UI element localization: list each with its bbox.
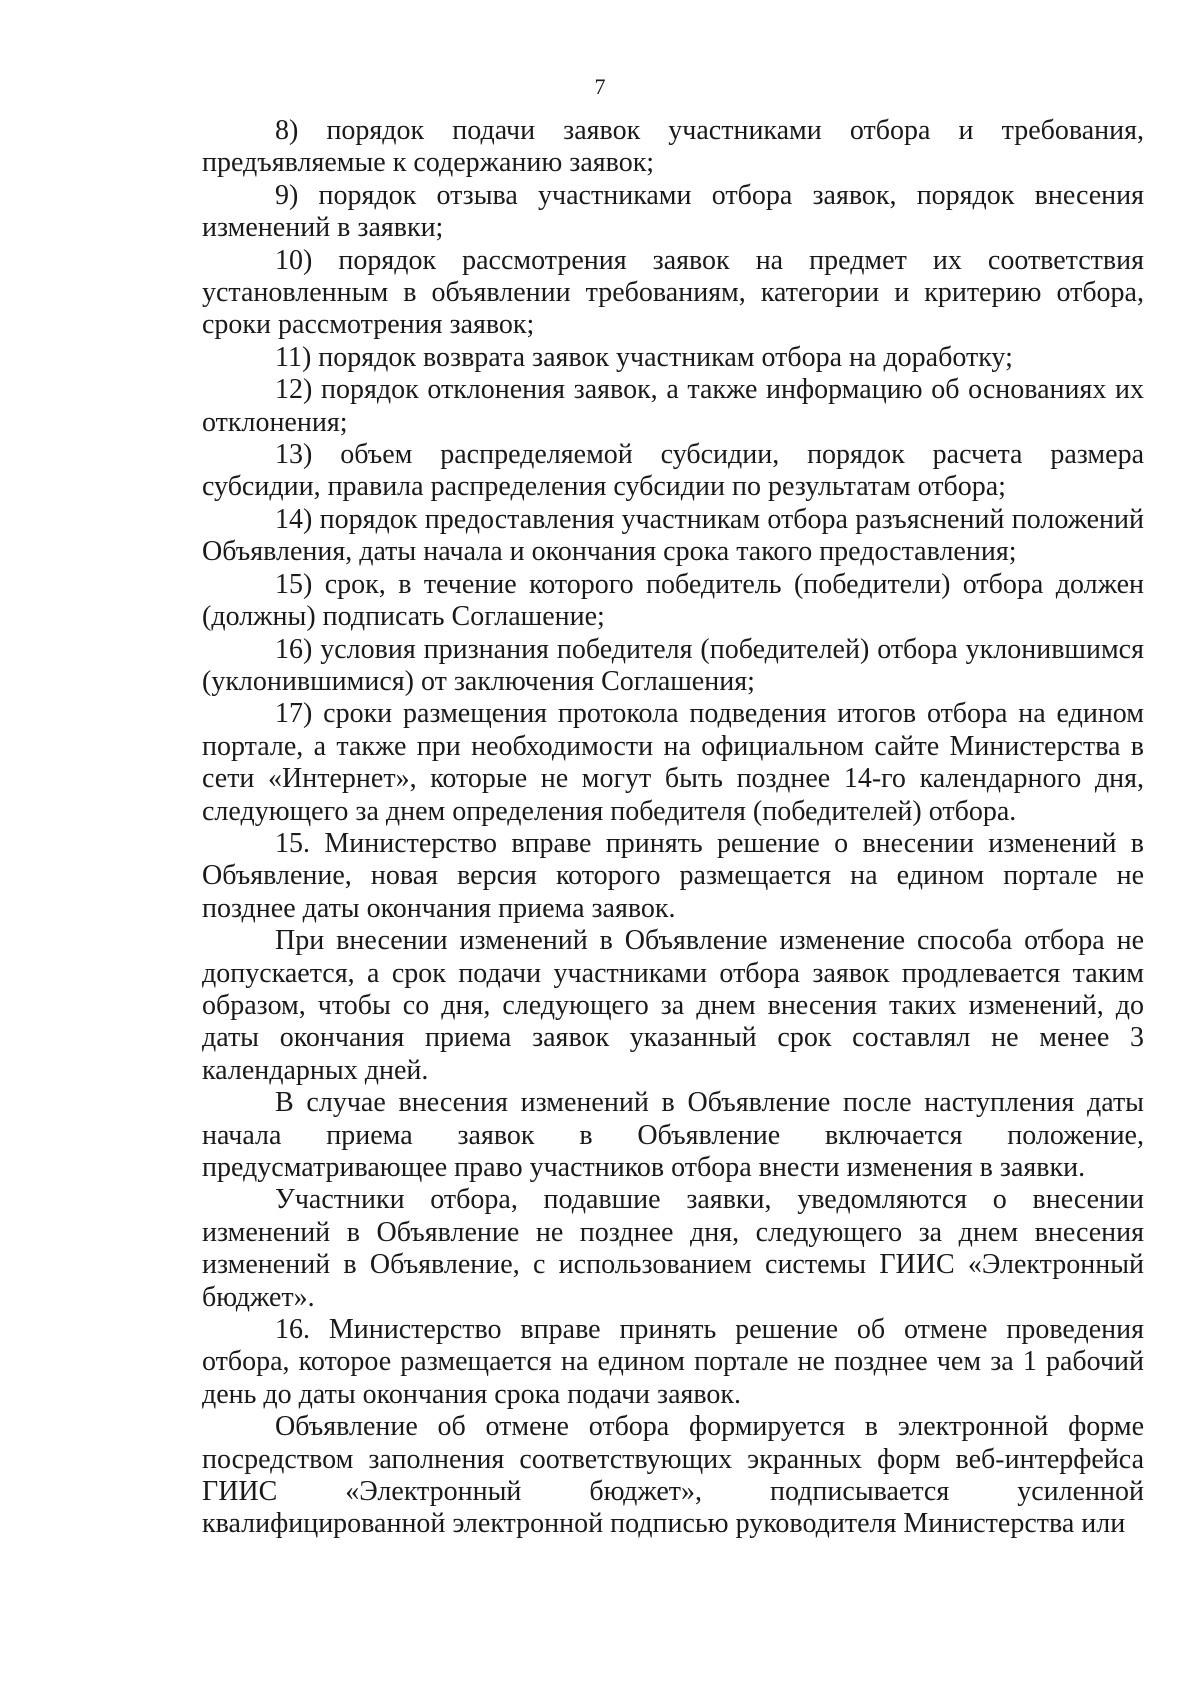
item-17-paragraph: 17) сроки размещения протокола подведения итогов отбора на едином портале, а также при необходимости на официальном сайте Министерства в сети «Интернет», которые не могут быть позднее 14-го календарного дня, следующего за днем определения победителя (победителей) отбора. [202,698,1144,827]
item-12-paragraph: 12) порядок отклонения заявок, а также информацию об основаниях их отклонения; [202,374,1144,438]
document-body [202,115,1144,1541]
cancellation-notice-paragraph: Объявление об отмене отбора формируется в электронной форме посредством заполнения соответствующих экранных форм веб-интерфейса ГИИС «Электронный бюджет», подписывается усиленной квалифицированной электронной подписью руководителя Министерства или [202,1411,1144,1540]
page-number: 7 [594,74,606,99]
participants-notification-paragraph: Участники отбора, подавшие заявки, уведомляются о внесении изменений в Объявление не позднее дня, следующего за днем внесения изменений в Объявление, с использованием системы ГИИС «Электронный бюджет». [202,1184,1144,1313]
section-16-paragraph: 16. Министерство вправе принять решение об отмене проведения отбора, которое размещается на едином портале не позднее чем за 1 рабочий день до даты окончания срока подачи заявок. [202,1314,1144,1410]
item-9-paragraph: 9) порядок отзыва участниками отбора заявок, порядок внесения изменений в заявки; [202,179,1144,244]
item-11-paragraph: 11) порядок возврата заявок участникам отбора на доработку; [275,341,1013,373]
changes-procedure-paragraph: При внесении изменений в Объявление изменение способа отбора не допускается, а срок подачи участниками отбора заявок продлевается таким образом, чтобы со дня, следующего за днем внесения таких изменений, до даты окончания приема заявок указанный срок составлял не менее 3 календарных дней. [202,925,1144,1086]
section-15-paragraph: 15. Министерство вправе принять решение о внесении изменений в Объявление, новая версия которого размещается на едином портале не позднее даты окончания приема заявок. [202,827,1144,924]
item-13-paragraph: 13) объем распределяемой субсидии, порядок расчета размера субсидии, правила распределения субсидии по результатам отбора; [202,439,1144,503]
item-15-paragraph: 15) срок, в течение которого победитель (победители) отбора должен (должны) подписать Соглашение; [202,568,1144,633]
item-14-paragraph: 14) порядок предоставления участникам отбора разъяснений положений Объявления, даты начала и окончания срока такого предоставления; [202,503,1144,568]
changes-after-start-paragraph: В случае внесения изменений в Объявление после наступления даты начала приема заявок в Объявление включается положение, предусматривающее право участников отбора внести изменения в заявки. [202,1087,1144,1183]
item-16-paragraph: 16) условия признания победителя (победителей) отбора уклонившимся (уклонившимися) от заключения Соглашения; [202,633,1144,697]
item-10-paragraph: 10) порядок рассмотрения заявок на предмет их соответствия установленным в объявлении требованиям, категории и критерию отбора, сроки рассмотрения заявок; [202,244,1144,341]
item-8-paragraph: 8) порядок подачи заявок участниками отбора и требования, предъявляемые к содержанию заявок; [202,115,1144,179]
